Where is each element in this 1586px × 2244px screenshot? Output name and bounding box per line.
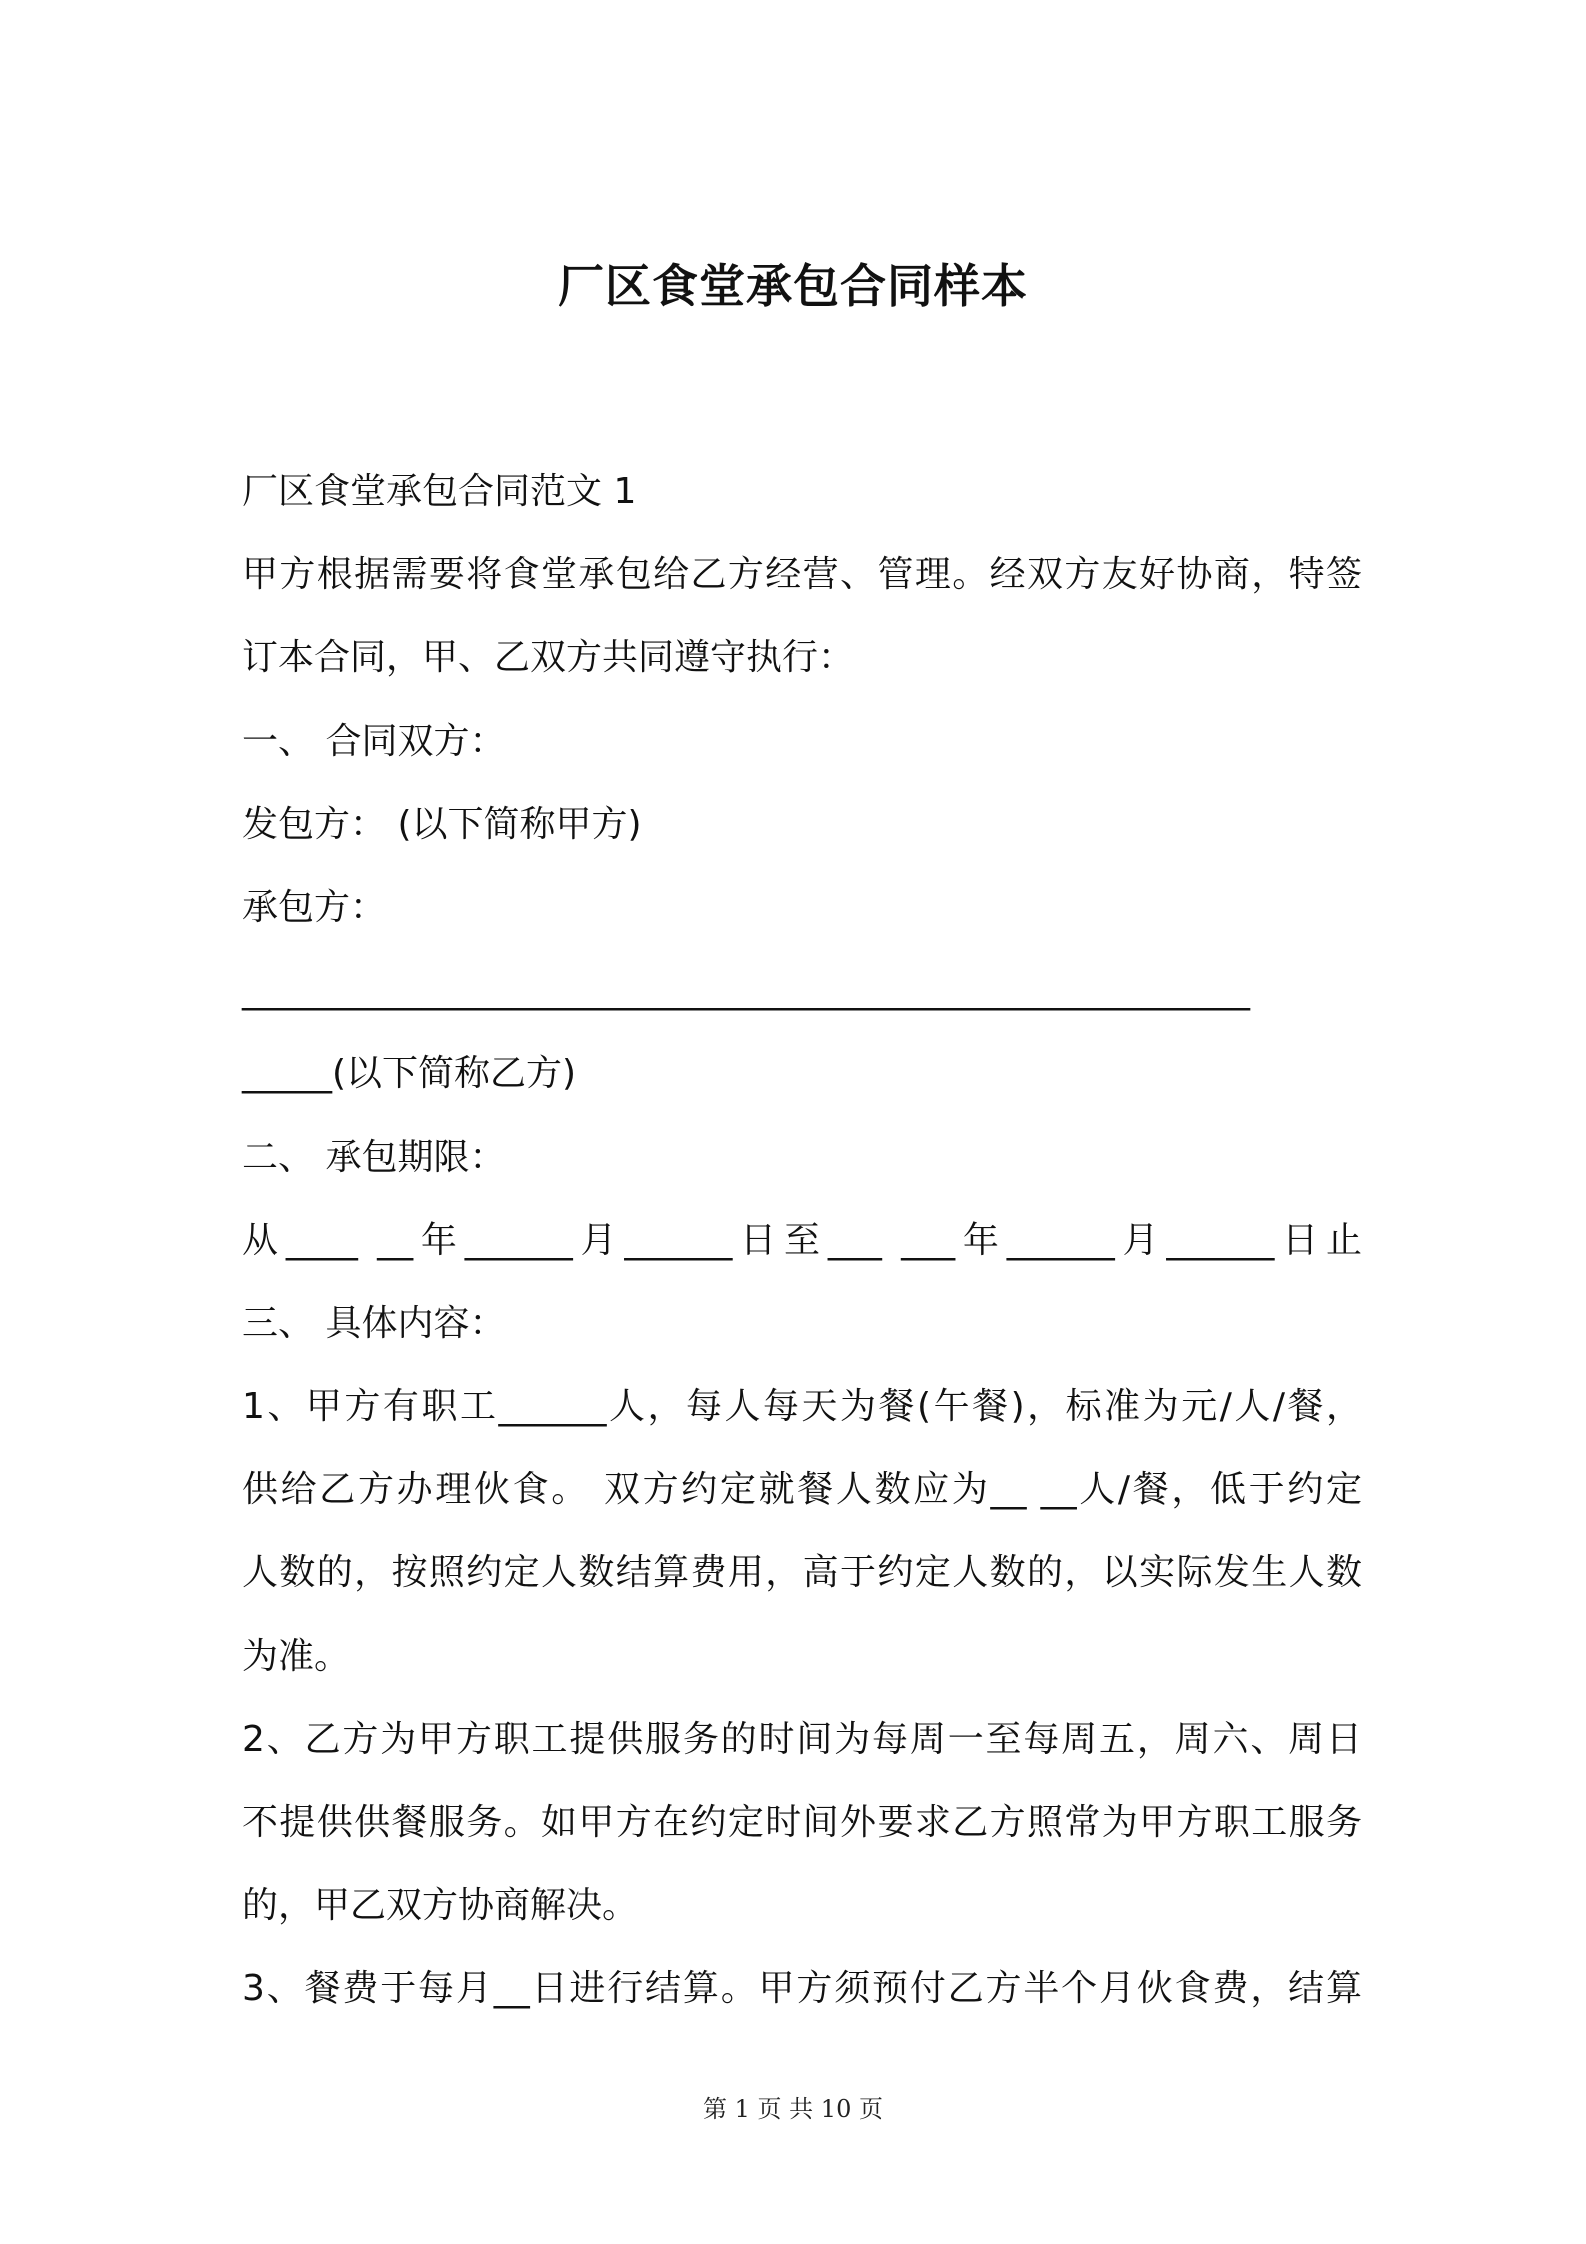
document-title: 厂区食堂承包合同样本: [558, 259, 1028, 313]
section-heading: 厂区食堂承包合同范文 1: [242, 471, 637, 512]
blank-fill-line: ________________________________________________________: [242, 970, 1250, 1012]
paragraph-line: 为准。: [242, 1635, 351, 1677]
paragraph-line: 发包方： (以下简称甲方): [242, 803, 642, 845]
paragraph-line: 从____ __年______月______日至___ ___年______月______日止: [242, 1219, 1362, 1261]
clause-heading: 三、 具体内容：: [242, 1302, 506, 1344]
clause-heading: 二、 承包期限：: [242, 1136, 506, 1178]
paragraph-line: 1、甲方有职工______人，每人每天为餐(午餐)，标准为元/人/餐，: [242, 1386, 1362, 1428]
paragraph-line: 不提供供餐服务。如甲方在约定时间外要求乙方照常为甲方职工服务: [242, 1802, 1362, 1843]
page-number-footer: 第 1 页 共 10 页: [703, 2095, 883, 2123]
clause-heading: 一、 合同双方：: [242, 720, 506, 762]
paragraph-line: 人数的，按照约定人数结算费用，高于约定人数的，以实际发生人数: [242, 1552, 1362, 1594]
paragraph-line: 2、乙方为甲方职工提供服务的时间为每周一至每周五，周六、周日: [242, 1718, 1362, 1760]
paragraph-line: 甲方根据需要将食堂承包给乙方经营、管理。经双方友好协商，特签: [242, 554, 1362, 596]
paragraph-line: 的，甲乙双方协商解决。: [242, 1885, 639, 1927]
paragraph-line: 承包方：: [242, 886, 387, 928]
paragraph-line: 供给乙方办理伙食。 双方约定就餐人数应为__ __人/餐，低于约定: [242, 1469, 1362, 1511]
paragraph-line: 订本合同，甲、乙双方共同遵守执行：: [242, 637, 855, 679]
paragraph-line: 3、餐费于每月__日进行结算。甲方须预付乙方半个月伙食费，结算: [242, 1968, 1362, 2010]
document-body: [242, 450, 1362, 2031]
paragraph-line: _____(以下简称乙方): [242, 1053, 577, 1095]
